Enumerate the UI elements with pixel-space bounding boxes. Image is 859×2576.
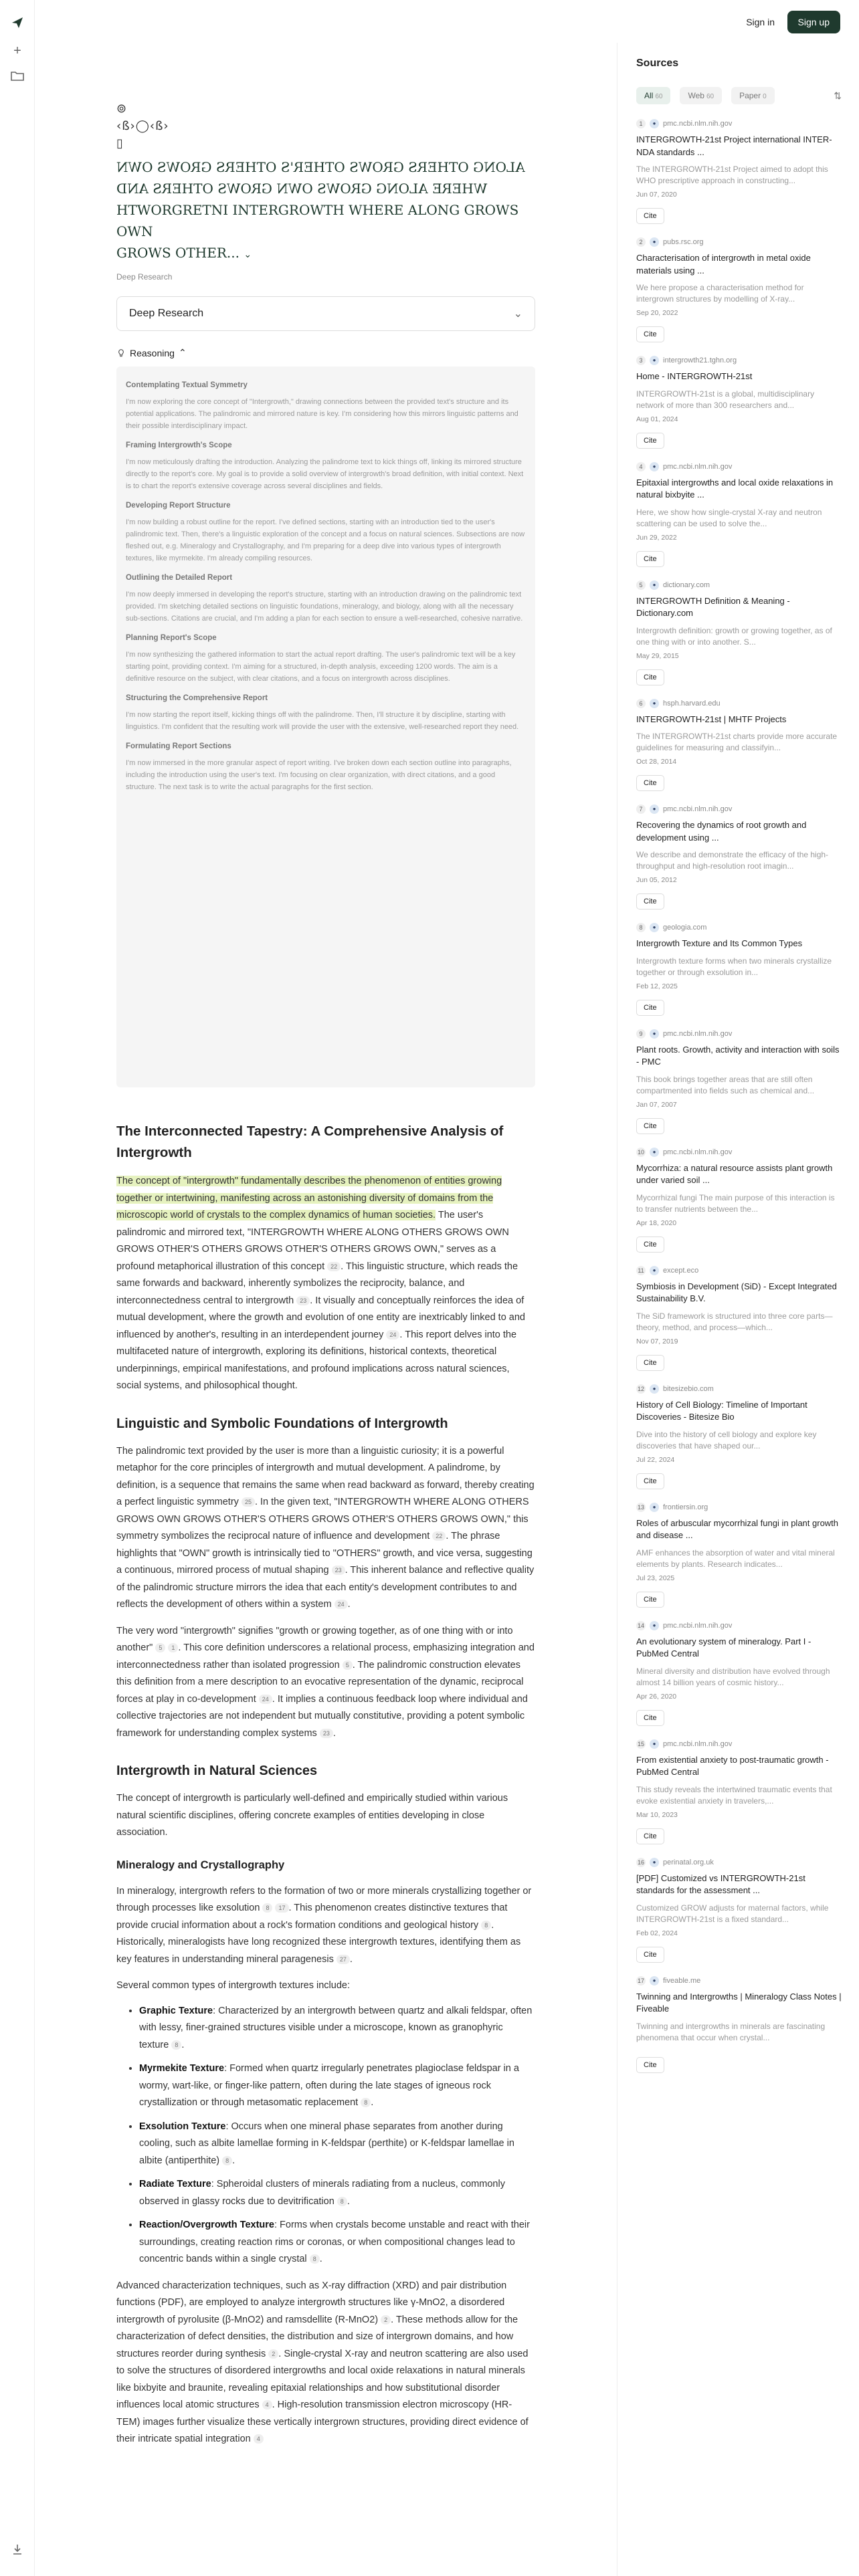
source-meta [636, 1976, 842, 1985]
source-number: 7 [636, 804, 646, 814]
text-run: . High-resolution transmission electron microscopy (HR-TEM) images further visualize these vertically intergrown structures, providing direct evidence of their intricate spatial integration [116, 2399, 529, 2444]
citation-badge[interactable]: 22 [432, 1531, 446, 1541]
source-domain: pmc.ncbi.nlm.nih.gov [663, 1029, 733, 1038]
source-title[interactable]: Plant roots. Growth, activity and interaction with soils - PMC [636, 1044, 840, 1067]
source-title[interactable]: [PDF] Customized vs INTERGROWTH-21st standards for the assessment ... [636, 1872, 805, 1895]
list-item-text: : Formed when quartz irregularly penetrates plagioclase feldspar in a wormy, wart-like, or finger-like pattern, often during the late stages of igneous rock crystallization or through metasomatic replacement [139, 2063, 519, 2108]
citation-badge[interactable]: 24 [335, 1600, 348, 1609]
source-domain: pmc.ncbi.nlm.nih.gov [663, 120, 733, 128]
report-article [116, 1121, 535, 2448]
list-item-term: Radiate Texture [139, 2179, 211, 2189]
tab-count: 60 [655, 93, 663, 100]
source-list [636, 119, 842, 2073]
chevron-down-icon[interactable]: ⌄ [244, 249, 252, 260]
text-run: . This report delves into the multifaceted nature of intergrowth, exploring its definitions, historical contexts, theoretical underpinnings, empirical manifestations, and profound implications across natural sciences, social systems, and philosophical thought. [116, 1329, 517, 1391]
tab-paper[interactable] [731, 87, 775, 104]
source-domain: dictionary.com [663, 580, 710, 589]
source-title[interactable]: Epitaxial intergrowths and local oxide relaxations in natural bixbyite ... [636, 477, 834, 500]
text-run: . These methods allow for the characterization of defect densities, the distribution and size of intergrown domains, and how structures reorder during synthesis [116, 2314, 518, 2359]
globe-icon: ● [650, 1266, 659, 1275]
source-title[interactable]: Symbiosis in Development (SiD) - Except Integrated Sustainability B.V. [636, 1281, 837, 1303]
paragraph: The very word "intergrowth" signifies "growth or growing together, as of one thing with or into another" 5 1 . This core definition underscores a relational process, emphasizing integration and interconnectedness rather than isolated progression 5 . The palindromic construction elevates this definition from a mere description to an evocative representation of the dynamic, reciprocal forces at play in co-development 24 . It implies a continuous feedback loop where individual and collective trajectories are not independent but mutually constitutive, providing a potent symbolic framework for understanding complex systems 23 . [116, 1625, 535, 1739]
list-item-term: Reaction/Overgrowth Texture [139, 2220, 274, 2230]
source-domain: pmc.ncbi.nlm.nih.gov [663, 1148, 733, 1156]
source-number: 17 [637, 1977, 644, 1984]
source-domain: perinatal.org.uk [663, 1858, 714, 1866]
cite-button[interactable]: Cite [636, 1592, 664, 1608]
source-title[interactable]: Characterisation of intergrowth in metal oxide materials using ... [636, 253, 811, 276]
source-card[interactable] [636, 1976, 842, 2073]
citation-badge[interactable]: 24 [259, 1695, 272, 1704]
source-description: Twinning and intergrowths in minerals are fascinating phenomena that occur when crystal... [636, 2021, 826, 2042]
list-item: • Myrmekite Texture: Formed when quartz irregularly penetrates plagioclase feldspar in a wormy, wart-like, or finger-like pattern, often during the late stages of igneous rock crystallization or through metasomatic replacement 8 . [139, 2060, 535, 2112]
source-title[interactable]: Roles of arbuscular mycorrhizal fungi in plant growth and disease ... [636, 1517, 839, 1540]
globe-icon: ● [650, 1148, 659, 1157]
text-run: The user's palindromic and mirrored text, "INTERGROWTH WHERE ALONG OTHERS GROWS OWN GROWS OTHER'S OTHERS GROWS OTHER'S OTHERS GROWS OWN," serves as a profound metaphorical illustration of this concept [116, 1210, 509, 1272]
main-column [116, 100, 535, 2448]
cite-button[interactable]: Cite [636, 1355, 664, 1371]
left-rail [0, 0, 35, 2576]
cite-button[interactable]: Cite [636, 208, 664, 224]
tab-label: All [644, 91, 654, 100]
source-meta [636, 699, 842, 708]
globe-icon: ● [650, 804, 659, 814]
globe-icon: ● [650, 462, 659, 471]
globe-icon: ● [650, 1384, 659, 1394]
cite-button[interactable]: Cite [636, 1710, 664, 1726]
source-card[interactable] [636, 1739, 842, 1844]
citation-badge[interactable]: 27 [337, 1955, 350, 1964]
source-card[interactable] [636, 1621, 842, 1726]
reasoning-step-text: I'm now deeply immersed in developing the report's structure, starting with an introduction drawing on the palindromic text provided. I'm sketching detailed sections on linguistic foundations, mineralogy, and biology, along with all the necessary sub-sections. Citations are crucial, and I'm adding a plan for each section to ensure a well-researched, cohesive narrative. [126, 591, 523, 623]
globe-icon: ● [650, 580, 659, 590]
source-card[interactable] [636, 1148, 842, 1253]
tab-all[interactable] [636, 87, 670, 104]
sign-up-button[interactable]: Sign up [787, 11, 840, 33]
source-number: 1 [636, 119, 646, 128]
source-card[interactable] [636, 237, 842, 342]
sign-in-button[interactable]: Sign in [735, 11, 785, 33]
list-item-text: : Spheroidal clusters of minerals radiating from a nucleus, commonly observed in glassy rocks due to devitrification [139, 2179, 505, 2207]
reasoning-step-title: Framing Intergrowth's Scope [126, 441, 232, 449]
text-run: . This core definition underscores a relational process, emphasizing integration and interconnectedness rather than isolated progression [116, 1642, 535, 1671]
citation-badge[interactable]: 8 [481, 1921, 491, 1930]
text-run: . It visually and conceptually reinforces the idea of mutual development, where the growth and evolution of one entity are inextricably linked to and influenced by another's, resulting in an interdependent journey [116, 1295, 525, 1340]
text-run: The palindromic text provided by the user is more than a linguistic curiosity; it is a powerful metaphor for the core principles of intergrowth and mutual development. A palindrome, by definition, is a sequence that remains the same when read backward as forward, thereby creating a perfect linguistic symmetry [116, 1445, 535, 1507]
source-meta [636, 1858, 842, 1867]
reasoning-toggle[interactable] [116, 347, 535, 358]
source-meta [636, 1384, 842, 1394]
source-description: This study reveals the intertwined traumatic events that evoke existential anxiety in travelers,... [636, 1784, 832, 1806]
mode-select-value: Deep Research [129, 308, 204, 319]
source-title[interactable]: History of Cell Biology: Timeline of Important Discoveries - Bitesize Bio [636, 1399, 807, 1422]
source-description: The SiD framework is structured into three core parts—theory, method, and process—which... [636, 1311, 833, 1332]
source-title[interactable]: INTERGROWTH-21st Project international INTER-NDA standards ... [636, 134, 832, 157]
list-item: • Graphic Texture: Characterized by an intergrowth between quartz and alkali feldspar, often with lessy, finer-grained structures visible under a microscope, known as granophyric texture 8 . [139, 2003, 535, 2054]
cite-button[interactable]: Cite [636, 1000, 664, 1016]
source-card[interactable] [636, 119, 842, 224]
cite-button[interactable]: Cite [636, 326, 664, 342]
citation-badge[interactable]: 23 [296, 1296, 310, 1305]
citation-badge[interactable]: 24 [386, 1330, 399, 1339]
reasoning-panel [116, 366, 535, 1087]
citation-badge[interactable]: 8 [361, 2098, 371, 2107]
source-date: Feb 02, 2024 [636, 1929, 678, 1937]
source-number: 11 [636, 1266, 646, 1275]
cite-button[interactable]: Cite [636, 433, 664, 449]
source-description: We here propose a characterisation method for intergrown structures by modelling of X-ray... [636, 283, 804, 304]
globe-icon: ● [650, 1029, 659, 1039]
cite-button[interactable]: Cite [636, 2057, 664, 2073]
source-number: 16 [637, 1858, 644, 1866]
citation-badge[interactable]: 5 [343, 1660, 353, 1670]
tab-label: Web [688, 91, 704, 100]
source-number: 14 [637, 1622, 644, 1629]
sources-heading: Sources [636, 58, 679, 69]
source-date: Jul 23, 2025 [636, 1574, 675, 1582]
list-item: • Radiate Texture: Spheroidal clusters of minerals radiating from a nucleus, commonly observed in glassy rocks due to devitrification 8 . [139, 2176, 535, 2210]
title-glyph-line: ⊚ [116, 102, 128, 116]
source-domain: pmc.ncbi.nlm.nih.gov [663, 1621, 733, 1630]
reasoning-step-title: Contemplating Textual Symmetry [126, 381, 248, 389]
list-item-term: Exsolution Texture [139, 2121, 226, 2132]
source-title[interactable]: Mycorrhiza: a natural resource assists plant growth under varied soil ... [636, 1162, 833, 1185]
report-title: The Interconnected Tapestry: A Comprehensive Analysis of Intergrowth [116, 1123, 504, 1160]
source-card[interactable] [636, 1858, 842, 1963]
cite-button[interactable]: Cite [636, 551, 664, 567]
source-date: Jun 07, 2020 [636, 191, 677, 199]
source-title[interactable]: Recovering the dynamics of root growth and development using ... [636, 820, 807, 843]
chevron-up-icon: ⌃ [178, 347, 187, 358]
source-title[interactable]: From existential anxiety to post-traumatic growth - PubMed Central [636, 1754, 829, 1777]
source-meta [636, 1266, 842, 1275]
highlighted-sentence: The concept of "intergrowth" fundamentally describes the phenomenon of entities growing together or intertwining, manifesting across an astonishing diversity of domains from the microscopic world of crystals to the complex dynamics of human societies. [116, 1176, 502, 1220]
source-date: Jul 22, 2024 [636, 1455, 675, 1464]
text-run: . In the given text, "INTERGROWTH WHERE ALONG OTHERS GROWS OWN GROWS OTHER'S OTHERS GROWS OTHER'S OTHERS GROWS OWN," this symmetry symbolizes the reciprocal nature of influence and development [116, 1497, 529, 1541]
source-domain: bitesizebio.com [663, 1384, 714, 1393]
source-meta [636, 1029, 842, 1039]
source-number: 2 [636, 237, 646, 247]
source-title[interactable]: Home - INTERGROWTH-21st [636, 371, 753, 381]
folder-icon[interactable] [9, 68, 25, 84]
list-item-term: Graphic Texture [139, 2005, 213, 2016]
tab-label: Paper [739, 91, 761, 100]
paragraph: The concept of intergrowth is particularly well-defined and empirically studied within various natural scientific disciplines, offering concrete examples of entities developing in close association. [116, 1793, 508, 1838]
app-logo-icon[interactable] [9, 15, 25, 31]
source-meta [636, 580, 842, 590]
globe-icon: ● [650, 1976, 659, 1985]
globe-icon: ● [650, 699, 659, 708]
cite-button[interactable]: Cite [636, 1828, 664, 1844]
citation-badge[interactable]: 2 [381, 2315, 391, 2325]
source-description: The INTERGROWTH-21st charts provide more accurate guidelines for measuring and classifyin... [636, 732, 838, 752]
text-run: . The phrase highlights that "OWN" growth is intrinsically tied to "OTHERS" growth, and vice versa, suggesting a continuous, mirrored process of mutual shaping [116, 1531, 533, 1576]
list-item-text: : Occurs when one mineral phase separates from another during cooling, such as albite lamellae forming in K-feldspar (perthite) or K-feldspar lamellae in albite (antiperthite) [139, 2121, 514, 2166]
source-card[interactable] [636, 923, 842, 1016]
citation-badge[interactable]: 8 [310, 2254, 320, 2264]
source-card[interactable] [636, 356, 842, 449]
list-item-text: : Forms when crystals become unstable and react with their surroundings, creating reaction rims or coronas, or when compositional changes lead to concentric bands within a single crystal [139, 2220, 530, 2264]
reasoning-step-title: Structuring the Comprehensive Report [126, 694, 268, 702]
source-title[interactable]: An evolutionary system of mineralogy. Part I - PubMed Central [636, 1636, 812, 1658]
source-number: 4 [636, 462, 646, 471]
source-date: Sep 20, 2022 [636, 309, 678, 317]
title-mirrored-line: ALONG OTHERS GROWS OTHER'S OTHERS GROWS OWN [116, 159, 525, 175]
text-run: Advanced characterization techniques, such as X-ray diffraction (XRD) and pair distribution functions (PDF), are employed to analyze intergrowth structures like γ-MnO2, a disordered intergrowth of pyrolusite (β-MnO2) and ramsdellite (R-MnO2) [116, 2280, 507, 2325]
source-date: Jun 05, 2012 [636, 876, 677, 884]
source-date: Jun 29, 2022 [636, 533, 677, 542]
source-description: We describe and demonstrate the efficacy of the high-throughput and high-resolution root imagin... [636, 850, 829, 871]
source-date: Nov 07, 2019 [636, 1337, 678, 1346]
source-card[interactable] [636, 580, 842, 685]
globe-icon: ● [650, 1621, 659, 1630]
citation-badge[interactable]: 8 [262, 1903, 272, 1913]
source-domain: pubs.rsc.org [663, 238, 704, 246]
section-heading: Intergrowth in Natural Sciences [116, 1763, 318, 1778]
list-item-term: Myrmekite Texture [139, 2063, 225, 2074]
source-domain: pmc.ncbi.nlm.nih.gov [663, 805, 733, 813]
source-description: Dive into the history of cell biology and explore key discoveries that have shaped our... [636, 1429, 817, 1451]
source-date: Apr 18, 2020 [636, 1218, 677, 1227]
chevron-down-icon: ⌄ [513, 308, 522, 320]
source-date: Feb 12, 2025 [636, 982, 678, 990]
citation-badge[interactable]: 22 [327, 1262, 341, 1271]
title-glyph-line: ‹ß›◯‹ß› [116, 119, 169, 133]
title-line: HTWORGRETNI INTERGROWTH WHERE ALONG GROWS OWN [116, 202, 519, 239]
source-date: May 29, 2015 [636, 651, 679, 660]
list-item-text: : Characterized by an intergrowth between quartz and alkali feldspar, often with lessy, finer-grained structures visible under a microscope, known as granophyric texture [139, 2005, 533, 2050]
mode-select[interactable] [116, 296, 535, 331]
reasoning-step-text: I'm now meticulously drafting the introduction. Analyzing the palindrome text to kick things off, linking its mirrored structure directly to the report's core. My goal is to provide a solid overview of intergrowth's broad definition, with initial context. Next is to chart the report's extensive coverage across several disciplines and fields. [126, 458, 524, 490]
source-card[interactable] [636, 1266, 842, 1371]
source-meta [636, 923, 842, 932]
reasoning-step-title: Planning Report's Scope [126, 634, 217, 642]
title-mirrored-line: WHERE ALONG GROWS OWN GROWS OTHERS AND [116, 181, 488, 197]
reasoning-step-text: I'm now exploring the core concept of "Intergrowth," drawing connections between the provided text's structure and its potential applications. The palindromic and mirrored nature is key. I'm considering how this mirrors linguistic patterns and their possible interdisciplinary impact. [126, 398, 518, 430]
source-description: INTERGROWTH-21st is a global, multidisciplinary network of more than 300 researchers and... [636, 389, 815, 410]
lightbulb-icon [116, 348, 126, 358]
source-meta [636, 119, 842, 128]
source-date: Jan 07, 2007 [636, 1100, 677, 1109]
source-number: 8 [636, 923, 646, 932]
subsection-heading: Mineralogy and Crystallography [116, 1858, 285, 1871]
text-run: . It implies a continuous feedback loop where individual and collective trajectories are not independent but mutually constitutive, providing a potent symbolic framework for understanding complex systems [116, 1693, 528, 1739]
source-domain: pmc.ncbi.nlm.nih.gov [663, 1739, 733, 1748]
cite-button[interactable]: Cite [636, 1237, 664, 1253]
source-domain: frontiersin.org [663, 1503, 708, 1511]
plus-icon[interactable]: + [13, 43, 21, 58]
text-run: . Single-crystal X-ray and neutron scattering are also used to solve the structures of disordered intergrowths and local oxide relaxations in natural minerals like bixbyite and braunite, revealing epitaxial relationships and how substitutional disorder influences local atomic structures [116, 2348, 529, 2410]
source-card[interactable] [636, 1029, 842, 1134]
cite-button[interactable]: Cite [636, 893, 664, 909]
reasoning-step-title: Formulating Report Sections [126, 742, 231, 750]
citation-badge[interactable]: 5 [155, 1643, 165, 1652]
globe-icon: ● [650, 119, 659, 128]
source-domain: intergrowth21.tghn.org [663, 356, 737, 364]
globe-icon: ● [650, 237, 659, 247]
citation-badge[interactable]: 25 [242, 1497, 255, 1507]
collapse-icon[interactable] [9, 2541, 25, 2557]
top-bar [35, 0, 859, 43]
globe-icon: ● [650, 923, 659, 932]
source-meta [636, 1621, 842, 1630]
citation-badge[interactable]: 2 [268, 2349, 278, 2359]
reasoning-step-title: Developing Report Structure [126, 502, 231, 510]
source-card[interactable] [636, 1503, 842, 1608]
paragraph: The palindromic text provided by the user is more than a linguistic curiosity; it is a powerful metaphor for the core principles of intergrowth and mutual development. A palindrome, by definition, is a sequence that remains the same when read backward as forward, thereby creating a perfect linguistic symmetry 25 . In the given text, "INTERGROWTH WHERE ALONG OTHERS GROWS OWN GROWS OTHER'S OTHERS GROWS OTHER'S OTHERS GROWS OWN," this symmetry symbolizes the reciprocal nature of influence and development 22 . The phrase highlights that "OWN" growth is intrinsically tied to "OTHERS" growth, and vice versa, suggesting a continuous, mirrored process of mutual shaping 23 . This inherent balance and reflective quality of the palindromic structure mirrors the idea that each entity's development contributes to and reflects the development of others within a system 24 . [116, 1445, 535, 1610]
reasoning-step-text: I'm now building a robust outline for the report. I've defined sections, starting with an introduction tied to the user's palindromic text. Then, there's a linguistic exploration of the concept and a focus on natural sciences. Subsections are now fleshed out, e.g. Mineralogy and Crystallography, and I'm preparing for a deep dive into various types of intergrowth textures, like myrmekite. I'm already compiling resources. [126, 518, 525, 562]
source-description: Mycorrhizal fungi The main purpose of this interaction is to transfer nutrients between the... [636, 1192, 835, 1214]
globe-icon: ● [650, 1858, 659, 1867]
citation-badge[interactable]: 17 [275, 1903, 288, 1913]
citation-badge[interactable]: 8 [222, 2156, 232, 2165]
text-run: . The palindromic construction elevates this definition from a mere description to an evocative representation of the dynamic, reciprocal forces at play in co-development [116, 1659, 524, 1705]
reasoning-step-title: Outlining the Detailed Report [126, 574, 233, 582]
source-date: Aug 01, 2024 [636, 415, 678, 423]
source-domain: geologia.com [663, 924, 707, 932]
mode-label: Deep Research [116, 272, 173, 282]
paragraph [116, 2278, 535, 2448]
cite-button[interactable]: Cite [636, 669, 664, 685]
citation-badge[interactable]: 1 [168, 1643, 178, 1652]
source-number: 6 [636, 699, 646, 708]
source-meta [636, 804, 842, 814]
source-domain: except.eco [663, 1266, 699, 1275]
citation-badge[interactable]: 8 [171, 2040, 181, 2050]
section-heading: Linguistic and Symbolic Foundations of Intergrowth [116, 1416, 448, 1431]
cite-button[interactable]: Cite [636, 775, 664, 791]
source-description: Mineral diversity and distribution have evolved through almost 14 billion years of cosmic history... [636, 1666, 830, 1687]
list-item: • Reaction/Overgrowth Texture: Forms when crystals become unstable and react with their surroundings, creating reaction rims or coronas, or when compositional changes lead to concentric bands within a single crystal 8 . [139, 2217, 535, 2268]
source-card[interactable] [636, 462, 842, 567]
source-card[interactable] [636, 804, 842, 909]
reasoning-step-text: I'm now starting the report itself, kicking things off with the palindrome. Then, I'll structure it by discipline, starting with linguistics. I'm confident that the resulting work will provide the user with the extensive, well-researched report they need. [126, 711, 519, 731]
source-number: 13 [637, 1503, 644, 1511]
source-title[interactable]: Intergrowth Texture and Its Common Types [636, 938, 803, 948]
source-description: Intergrowth definition: growth or growing together, as of one thing with or into another. S... [636, 625, 832, 647]
source-number: 3 [636, 356, 646, 365]
source-number: 15 [637, 1740, 644, 1747]
citation-badge[interactable]: 23 [320, 1729, 333, 1738]
sources-panel [617, 43, 859, 2576]
source-card[interactable] [636, 699, 842, 792]
reasoning-step-text: I'm now immersed in the more granular aspect of report writing. I've broken down each section outline into paragraphs, including the introduction using the user's text. I'm focusing on clear organization, with direct citations, and a good structure. The next task is to write the actual paragraphs for the first section. [126, 759, 512, 791]
paragraph: In mineralogy, intergrowth refers to the formation of two or more minerals crystallizing together or through processes like exsolution 8 17 . This phenomenon creates distinctive textures that provide crucial information about a rock's formation conditions and geological history 8 . Historically, mineralogists have long recognized these intergrowth textures, identifying them as key features in understanding mineral paragenesis 27 . [116, 1885, 532, 1965]
reasoning-label: Reasoning [130, 347, 175, 358]
source-card[interactable] [636, 1384, 842, 1489]
source-meta [636, 237, 842, 247]
text-run: . This phenomenon creates distinctive textures that provide crucial information about a rock's formation conditions and geological history [116, 1903, 508, 1931]
citation-badge[interactable]: 4 [254, 2434, 264, 2444]
source-date: Mar 10, 2023 [636, 1810, 678, 1819]
source-number: 10 [637, 1148, 644, 1156]
sort-icon[interactable]: ⇅ [834, 90, 842, 101]
source-description: AMF enhances the absorption of water and vital mineral elements by plants. Research indicates... [636, 1547, 835, 1569]
globe-icon: ● [650, 356, 659, 365]
source-meta [636, 1148, 842, 1157]
source-date: Oct 28, 2014 [636, 758, 677, 766]
tab-count: 0 [763, 93, 767, 100]
source-tabs [636, 86, 842, 106]
source-meta [636, 1739, 842, 1749]
paragraph: Several common types of intergrowth textures include: [116, 1980, 350, 1991]
globe-icon: ● [650, 1503, 659, 1512]
source-meta [636, 462, 842, 471]
list-item: • Exsolution Texture: Occurs when one mineral phase separates from another during cooling, such as albite lamellae forming in K-feldspar (perthite) or K-feldspar lamellae in albite (antiperthite) 8 . [139, 2119, 535, 2170]
source-domain: hsph.harvard.edu [663, 699, 721, 708]
texture-list [116, 2003, 535, 2268]
cite-button[interactable]: Cite [636, 1947, 664, 1963]
cite-button[interactable]: Cite [636, 1118, 664, 1134]
intro-paragraph [116, 1173, 535, 1395]
page-title [116, 156, 535, 265]
source-title[interactable]: INTERGROWTH-21st | MHTF Projects [636, 714, 787, 724]
title-line: GROWS OTHER... [116, 245, 240, 261]
citation-badge[interactable]: 8 [337, 2197, 347, 2206]
cite-button[interactable]: Cite [636, 1473, 664, 1489]
citation-badge[interactable]: 4 [262, 2400, 272, 2409]
source-number: 12 [637, 1385, 644, 1392]
reasoning-step-text: I'm now synthesizing the gathered information to start the actual report drafting. The user's palindromic text will be a key starting point, providing context. I'm aiming for a structured, in-depth analysis, exceeding 1200 words. The aim is a definitive resource on the subject, with clear citations, and a focus on intergrowth across disciplines. [126, 651, 516, 683]
source-description: Customized GROW adjusts for maternal factors, while INTERGROWTH-21st is a fixed standard... [636, 1903, 829, 1924]
source-number: 5 [636, 580, 646, 590]
citation-badge[interactable]: 23 [332, 1566, 345, 1575]
tab-web[interactable] [680, 87, 722, 104]
source-description: Intergrowth texture forms when two minerals crystallize together or through exsolution in... [636, 956, 832, 977]
source-title[interactable]: INTERGROWTH Definition & Meaning - Dictionary.com [636, 595, 790, 618]
source-number: 9 [636, 1029, 646, 1039]
source-meta [636, 1503, 842, 1512]
source-description: Here, we show how single-crystal X-ray and neutron scattering can be used to solve the... [636, 507, 822, 528]
source-description: This book brings together areas that are still often compartmented into fields such as chemical and... [636, 1074, 815, 1095]
tab-count: 60 [706, 93, 714, 100]
globe-icon: ● [650, 1739, 659, 1749]
source-description: The INTERGROWTH-21st Project aimed to adopt this WHO prescriptive approach in constructing... [636, 165, 828, 185]
text-run: The very word "intergrowth" signifies "growth or growing together, as of one thing with or into another" [116, 1625, 513, 1653]
source-title[interactable]: Twinning and Intergrowths | Mineralogy Class Notes | Fiveable [636, 1991, 842, 2014]
text-run: In mineralogy, intergrowth refers to the formation of two or more minerals crystallizing together or through processes like exsolution [116, 1885, 532, 1913]
text-run: . This inherent balance and reflective quality of the palindromic structure mirrors the idea that each entity's development contributes to and reflects the development of others within a system [116, 1565, 535, 1610]
source-date: Apr 26, 2020 [636, 1692, 677, 1701]
source-meta [636, 356, 842, 365]
source-domain: fiveable.me [663, 1976, 701, 1985]
text-run: . Historically, mineralogists have long recognized these intergrowth textures, identifying them as key features in understanding mineral paragenesis [116, 1919, 521, 1965]
title-glyph-line: ▯ [116, 136, 124, 150]
source-domain: pmc.ncbi.nlm.nih.gov [663, 462, 733, 471]
text-run: . This linguistic structure, which reads the same forwards and backward, inherently symbolizes the reciprocity, balance, and interconnectedness central to intergrowth [116, 1261, 518, 1306]
